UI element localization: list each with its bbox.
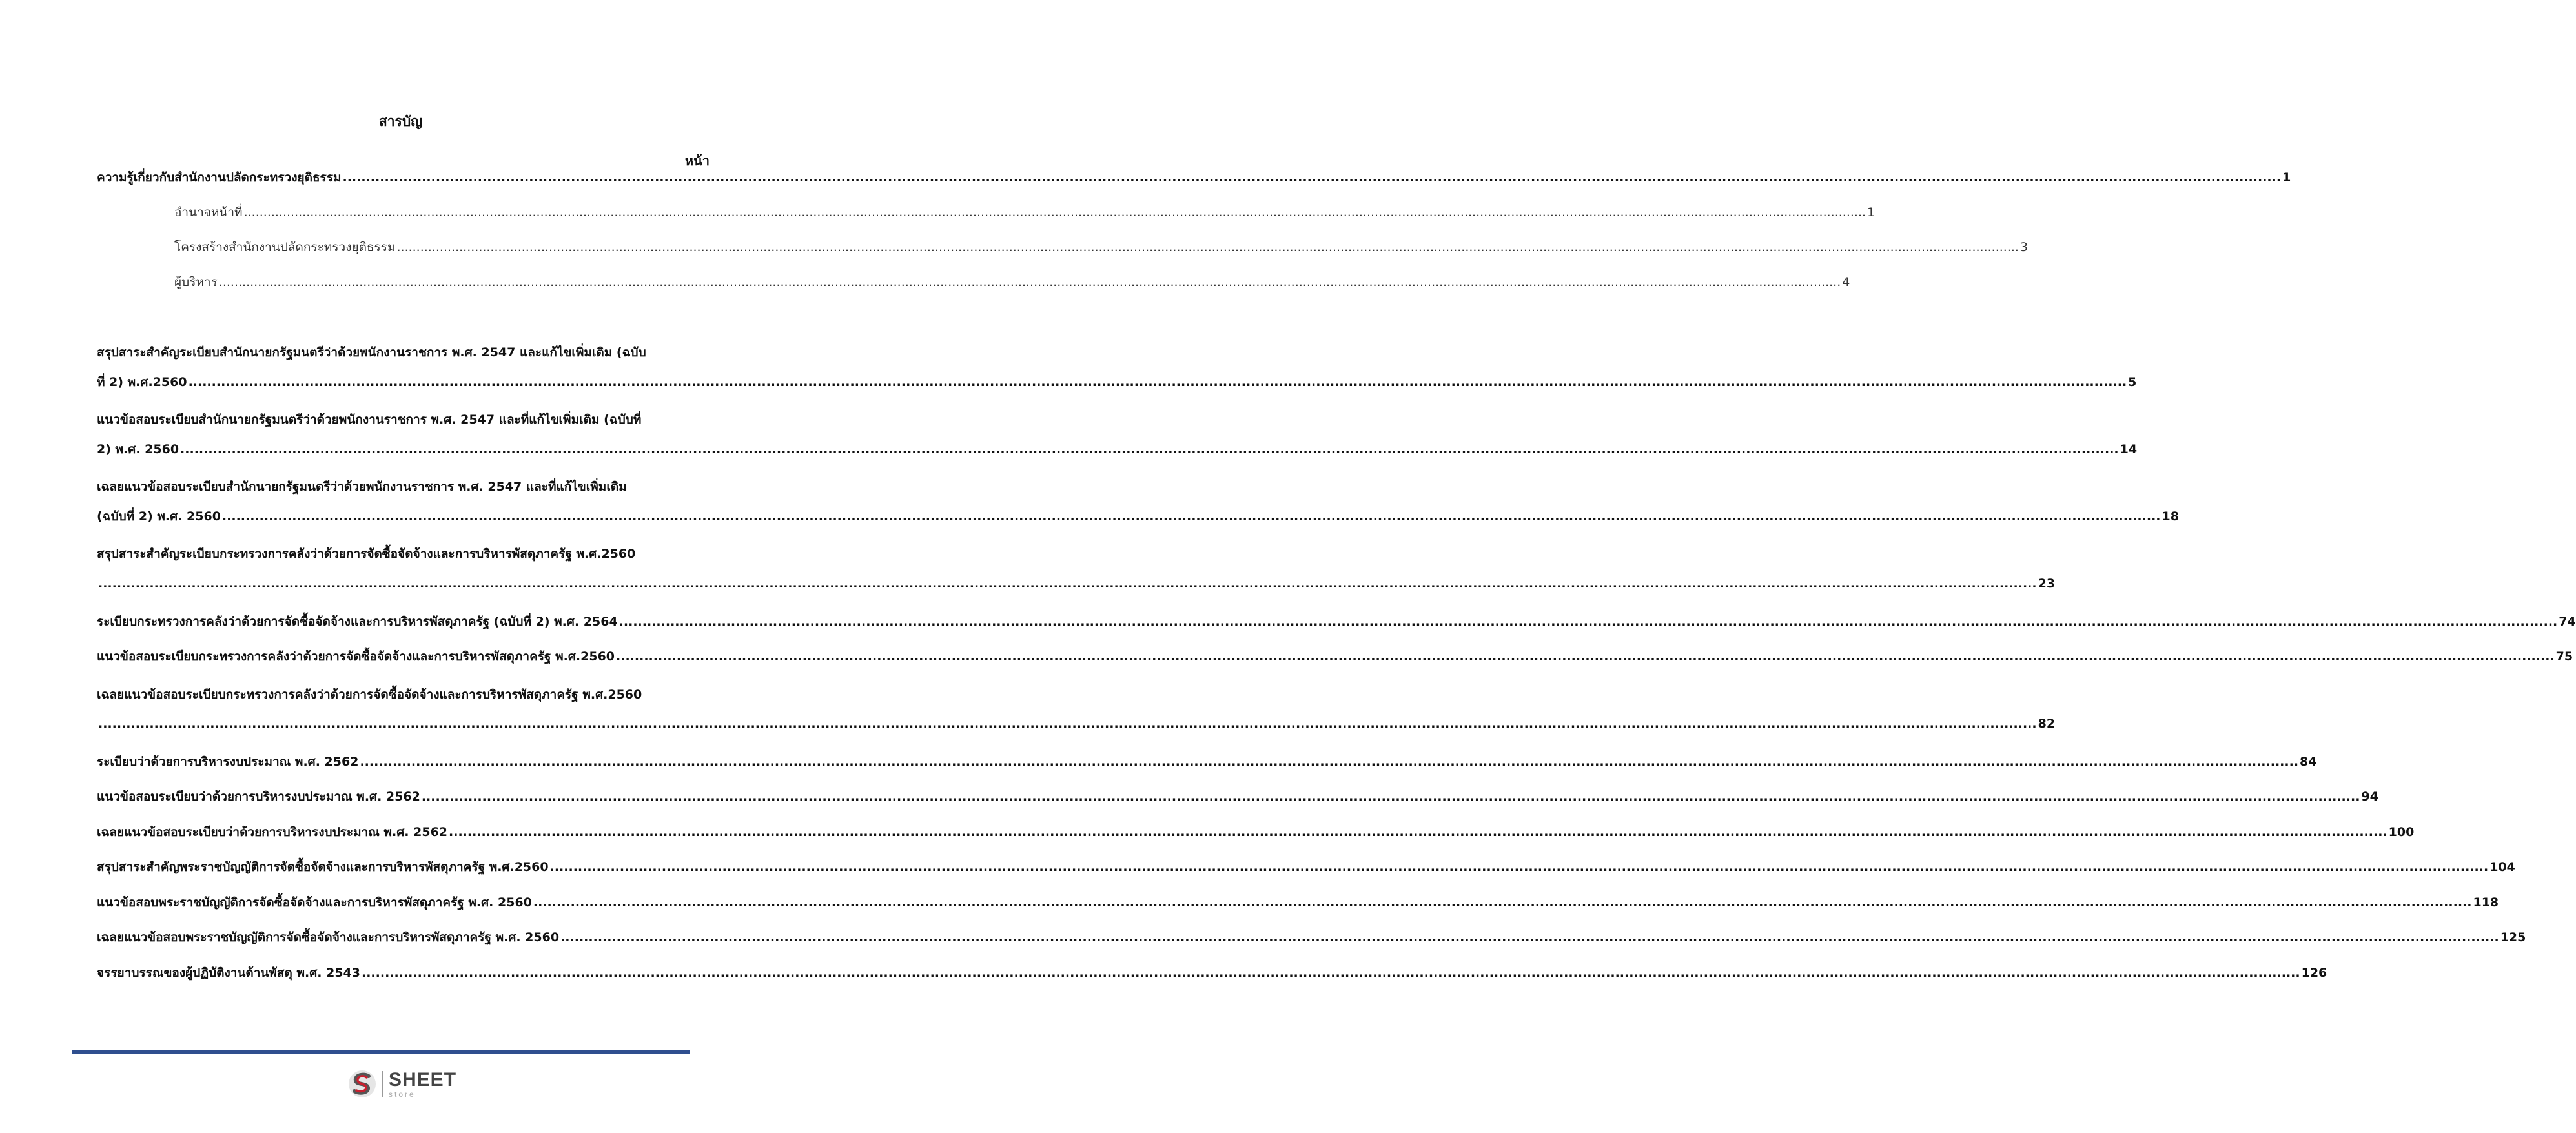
toc-entry-title: แนวข้อสอบระเบียบว่าด้วยการบริหารงบประมาณ พ.ศ. 2562 — [97, 790, 420, 804]
toc-entry-title: เฉลยแนวข้อสอบพระราชบัญญัติการจัดซื้อจัดจ้างและการบริหารพัสดุภาครัฐ พ.ศ. 2560 — [97, 930, 560, 944]
toc-entry[interactable] — [97, 751, 2317, 772]
leader-dots — [189, 372, 2127, 393]
toc-entry-page: 100 — [2388, 825, 2415, 839]
toc-entry-page: 3 — [2019, 240, 2029, 254]
toc-entry[interactable] — [97, 963, 2327, 983]
toc-entry[interactable] — [97, 713, 2056, 734]
sheet-store-logo-icon — [347, 1069, 377, 1099]
toc-entry[interactable] — [97, 573, 2056, 594]
toc-entry-title: แนวข้อสอบระเบียบกระทรวงการคลังว่าด้วยการจัดซื้อจัดจ้างและการบริหารพัสดุภาครัฐ พ.ศ.2560 — [97, 649, 615, 664]
leader-dots — [244, 202, 1866, 223]
toc-entry[interactable] — [97, 892, 2499, 913]
leader-dots — [98, 713, 2037, 734]
toc-entry-title-line2: (ฉบับที่ 2) พ.ศ. 2560 — [97, 509, 221, 524]
toc-entry-page: 74 — [2559, 615, 2576, 629]
toc-entry-title-line2: ที่ 2) พ.ศ.2560 — [97, 375, 187, 389]
toc-entry[interactable] — [97, 167, 2291, 188]
leader-dots — [98, 573, 2037, 594]
toc-entry-page: 75 — [2555, 649, 2573, 664]
leader-dots — [449, 822, 2387, 842]
toc-entry-title-line1[interactable]: สรุปสาระสำคัญระเบียบสำนักนายกรัฐมนตรีว่าด้วยพนักงานราชการ พ.ศ. 2547 และแก้ไขเพิ่มเติม (ฉบับ — [97, 345, 646, 360]
leader-dots — [362, 963, 2300, 983]
toc-title: สารบัญ — [378, 114, 423, 129]
toc-entry-title: ความรู้เกี่ยวกับสำนักงานปลัดกระทรวงยุติธรรม — [97, 170, 342, 185]
toc-entry-page: 5 — [2128, 375, 2137, 389]
toc-subentry[interactable] — [174, 202, 1876, 223]
toc-entry-title: แนวข้อสอบพระราชบัญญัติการจัดซื้อจัดจ้างและการบริหารพัสดุภาครัฐ พ.ศ. 2560 — [97, 895, 532, 910]
toc-entry-page: 118 — [2473, 895, 2499, 910]
toc-subentry[interactable] — [174, 237, 2029, 258]
brand-logo — [347, 1069, 456, 1099]
toc-entry-page: 84 — [2300, 755, 2317, 769]
toc-entry-title-line1[interactable]: สรุปสาระสำคัญระเบียบกระทรวงการคลังว่าด้วยการจัดซื้อจัดจ้างและการบริหารพัสดุภาครัฐ พ.ศ.2560 — [97, 547, 636, 561]
toc-entry-title: จรรยาบรรณของผู้ปฏิบัติงานด้านพัสดุ พ.ศ. 2543 — [97, 966, 360, 980]
toc-entry-page: 4 — [1842, 275, 1850, 289]
footer-divider — [72, 1050, 690, 1054]
toc-entry-title: ผู้บริหาร — [174, 275, 218, 289]
toc-entry-page: 94 — [2361, 790, 2378, 804]
toc-entry[interactable] — [97, 506, 2179, 527]
toc-entry-page: 125 — [2500, 930, 2526, 944]
toc-entry-title: โครงสร้างสำนักงานปลัดกระทรวงยุติธรรม — [174, 240, 396, 254]
leader-dots — [619, 611, 2558, 632]
toc-entry-title-line1[interactable]: แนวข้อสอบระเบียบสำนักนายกรัฐมนตรีว่าด้วยพนักงานราชการ พ.ศ. 2547 และที่แก้ไขเพิ่มเติม (ฉบับที่ — [97, 413, 642, 427]
toc-entry-page: 104 — [2489, 860, 2515, 874]
toc-entry[interactable] — [97, 439, 2138, 460]
toc-entry-page: 14 — [2120, 442, 2138, 456]
leader-dots — [219, 272, 1841, 292]
logo-sub-text: store — [389, 1089, 416, 1099]
logo-wordmark — [389, 1070, 456, 1098]
toc-entry[interactable] — [97, 857, 2515, 877]
toc-entry-title: ระเบียบกระทรวงการคลังว่าด้วยการจัดซื้อจัดจ้างและการบริหารพัสดุภาครัฐ (ฉบับที่ 2) พ.ศ. 2564 — [97, 615, 618, 629]
toc-entry[interactable] — [97, 372, 2137, 393]
toc-entry[interactable] — [97, 646, 2573, 667]
toc-entry-page: 1 — [1867, 205, 1876, 219]
leader-dots — [180, 439, 2119, 460]
toc-entry-title: เฉลยแนวข้อสอบระเบียบว่าด้วยการบริหารงบประมาณ พ.ศ. 2562 — [97, 825, 448, 839]
toc-entry-page: 82 — [2038, 717, 2056, 731]
toc-entry-title: อำนาจหน้าที่ — [174, 205, 243, 219]
leader-dots — [360, 751, 2298, 772]
leader-dots — [560, 927, 2499, 948]
toc-entry-page: 23 — [2038, 577, 2056, 591]
leader-dots — [342, 167, 2281, 188]
leader-dots — [533, 892, 2472, 913]
leader-dots — [396, 237, 2018, 258]
leader-dots — [222, 506, 2161, 527]
toc-entry[interactable] — [97, 822, 2415, 842]
toc-entry-page: 1 — [2282, 170, 2291, 185]
toc-entry-page: 126 — [2301, 966, 2327, 980]
toc-entry[interactable] — [97, 786, 2378, 807]
leader-dots — [616, 646, 2555, 667]
toc-entry[interactable] — [97, 927, 2526, 948]
logo-brand-text: SHEET — [389, 1068, 457, 1090]
leader-dots — [422, 786, 2360, 807]
logo-separator — [382, 1071, 383, 1097]
toc-entry-title: สรุปสาระสำคัญพระราชบัญญัติการจัดซื้อจัดจ้างและการบริหารพัสดุภาครัฐ พ.ศ.2560 — [97, 860, 549, 874]
toc-entry-title-line2: 2) พ.ศ. 2560 — [97, 442, 179, 456]
toc-entry-page: 18 — [2162, 509, 2179, 524]
toc-entry-title-line1[interactable]: เฉลยแนวข้อสอบระเบียบกระทรวงการคลังว่าด้วยการจัดซื้อจัดจ้างและการบริหารพัสดุภาครัฐ พ.ศ.2560 — [97, 688, 642, 702]
leader-dots — [550, 857, 2489, 877]
toc-subentry[interactable] — [174, 272, 1850, 292]
toc-entry-title-line1[interactable]: เฉลยแนวข้อสอบระเบียบสำนักนายกรัฐมนตรีว่าด้วยพนักงานราชการ พ.ศ. 2547 และที่แก้ไขเพิ่มเติม — [97, 480, 627, 494]
toc-entry[interactable] — [97, 611, 2576, 632]
page-column-header: หน้า — [684, 153, 710, 168]
toc-entry-title: ระเบียบว่าด้วยการบริหารงบประมาณ พ.ศ. 2562 — [97, 755, 359, 769]
